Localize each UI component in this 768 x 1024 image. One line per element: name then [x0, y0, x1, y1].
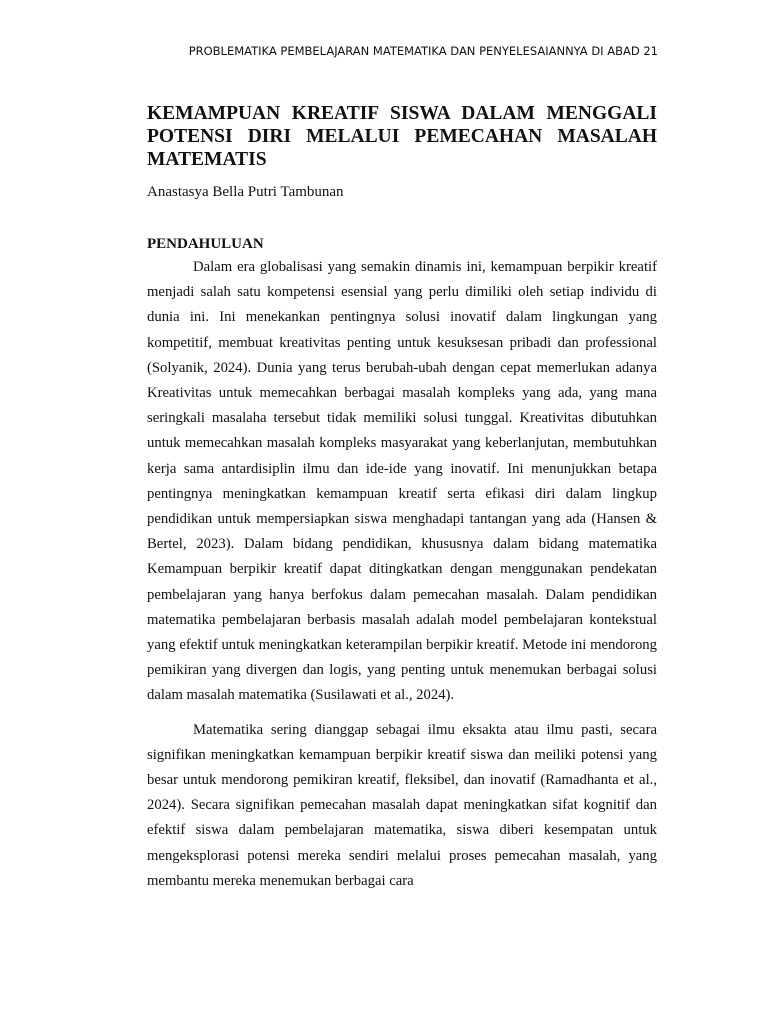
- document-body: [147, 102, 657, 894]
- author-name: Anastasya Bella Putri Tambunan: [147, 184, 344, 200]
- article-title: KEMAMPUAN KREATIF SISWA DALAM MENGGALI POTENSI DIRI MELALUI PEMECAHAN MASALAH MATEMATIS: [147, 103, 657, 170]
- body-paragraph: Matematika sering dianggap sebagai ilmu eksakta atau ilmu pasti, secara signifikan meningkatkan kemampuan berpikir kreatif siswa dan meiliki potensi yang besar untuk mendorong pemikiran kreatif, fleksibel, dan inovatif (Ramadhanta et al., 2024). Secara signifikan pemecahan masalah dapat meningkatkan sifat kognitif dan efektif siswa dalam pembelajaran matematika, siswa diberi kesempatan untuk mengeksplorasi potensi mereka sendiri melalui proses pemecahan masalah, yang membantu mereka menemukan berbagai cara: [147, 721, 657, 889]
- section-heading: PENDAHULUAN: [147, 236, 264, 252]
- running-header: PROBLEMATIKA PEMBELAJARAN MATEMATIKA DAN PENYELESAIANNYA DI ABAD 21: [188, 44, 658, 58]
- body-paragraph: Dalam era globalisasi yang semakin dinamis ini, kemampuan berpikir kreatif menjadi salah satu kompetensi esensial yang perlu dimiliki oleh setiap individu di dunia ini. Ini menekankan pentingnya solusi inovatif dalam lingkungan yang kompetitif, membuat kreativitas penting untuk kesuksesan pribadi dan professional (Solyanik, 2024). Dunia yang terus berubah-ubah dengan cepat memerlukan adanya Kreativitas untuk memecahkan berbagai masalah kompleks yang ada, yang mana seringkali masalaha tersebut tidak memiliki solusi tunggal. Kreativitas dibutuhkan untuk memecahkan masalah kompleks masyarakat yang keberlanjutan, membutuhkan kerja sama antardisiplin ilmu dan ide-ide yang inovatif. Ini menunjukkan betapa pentingnya meningkatkan kemampuan kreatif serta efikasi diri dalam lingkup pendidikan untuk mempersiapkan siswa menghadapi tantangan yang ada (Hansen & Bertel, 2023). Dalam bidang pendidikan, khususnya dalam bidang matematika Kemampuan berpikir kreatif dapat ditingkatkan dengan menggunakan pendekatan pembelajaran yang hanya berfokus dalam pemecahan masalah. Dalam pendidikan matematika pembelajaran berbasis masalah adalah model pembelajaran kontekstual yang efektif untuk meningkatkan keterampilan berpikir kreatif. Metode ini mendorong pemikiran yang divergen dan logis, yang penting untuk menemukan berbagai solusi dalam masalah matematika (Susilawati et al., 2024).: [147, 259, 657, 704]
